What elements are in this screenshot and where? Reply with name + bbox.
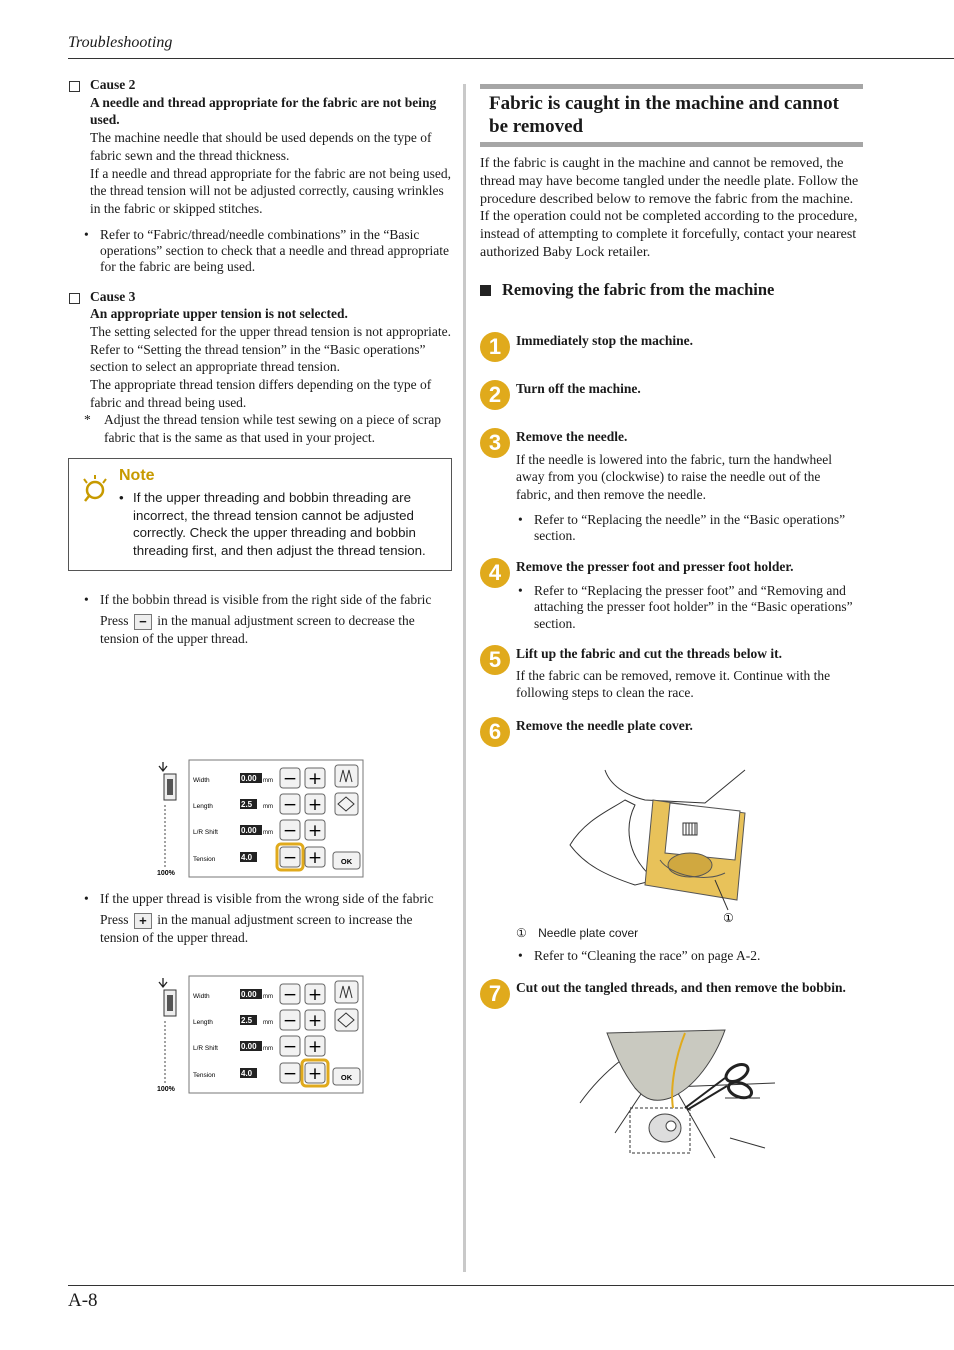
plus-icon: + [307,795,323,815]
step-number: 2 [480,380,510,410]
note-bullet [119,489,443,560]
cause-3-body-2: Refer to “Setting the thread tension” in the “Basic operations” section to select an appropriate thread tension. [90,341,426,375]
setting-label: Length [193,1019,213,1026]
plus-icon: + [307,985,323,1005]
step-number: 7 [480,979,510,1009]
setting-label: Width [193,777,210,784]
cause-2-bullet-text: Refer to “Fabric/thread/needle combinations” in the “Basic operations” section to check that a needle and thread appropriate for the fabric are being used. [100,226,449,275]
bobbin-case [649,1114,681,1142]
minus-icon: − [282,848,298,868]
column-divider [463,84,466,1272]
step-title: Remove the needle. [516,429,628,444]
note-title: Note [119,466,155,484]
cause-2-title: Cause 2 [90,77,136,92]
step-title: Lift up the fabric and cut the threads below it. [516,646,783,661]
step-title: Turn off the machine. [516,381,641,396]
minus-icon: − [282,1037,298,1057]
stitch-mode-button[interactable] [335,981,358,1003]
case-2-instruction [68,911,452,946]
note-text: If the upper threading and bobbin threading are incorrect, the thread tension cannot be adjusted correctly. Check the upper threading and bobbin threading first, and then adjust the thread tension. [133,489,426,559]
needle-plate-cover-illustration [565,765,765,925]
presser-foot-icon [159,762,176,867]
minus-icon: − [282,795,298,815]
plus-icon: + [307,848,323,868]
setting-label: Length [193,803,213,810]
subsection-heading [480,280,863,300]
step-number: 6 [480,717,510,747]
header-rule [68,58,954,59]
asterisk-mark: * [84,412,91,428]
minus-icon: − [282,985,298,1005]
setting-label: L/R Shift [193,1045,218,1052]
setting-unit: mm [263,804,273,810]
bullet-icon: • [119,489,124,505]
plus-icon: + [307,769,323,789]
subsection-heading-text: Removing the fabric from the machine [502,279,775,299]
bullet-icon: • [84,592,89,608]
step-6-bullet [516,948,874,964]
cause-3-subtitle: An appropriate upper tension is not selected. [90,306,348,322]
setting-value: 2.5 [241,800,253,809]
step-bullet-text: Refer to “Replacing the needle” in the “Basic operations” section. [534,512,846,544]
left-column [68,76,452,647]
step-bullet [516,583,856,632]
square-bullet-icon [480,285,491,296]
minus-icon: − [282,1011,298,1031]
step-title: Cut out the tangled threads, and then remove the bobbin. [516,980,846,995]
step-number: 5 [480,645,510,675]
setting-unit: mm [263,1020,273,1026]
case-1-instruction [68,612,452,647]
setting-unit: mm [263,1046,273,1052]
setting-value: 0.00 [241,774,257,783]
cause-3-star-note [68,411,452,446]
case-1-text: If the bobbin thread is visible from the right side of the fabric [100,592,432,608]
setting-unit: mm [263,778,273,784]
setting-label: Tension [193,1072,216,1079]
press-label: Press [100,613,129,629]
plus-icon: + [307,1011,323,1031]
minus-button-icon: − [134,614,152,630]
ok-label: OK [340,1073,353,1082]
minus-icon: − [282,769,298,789]
cause-3-title: Cause 3 [90,288,136,304]
step-number: 1 [480,332,510,362]
setting-unit: mm [263,830,273,836]
cause-3-star-text: Adjust the thread tension while test sewing on a piece of scrap fabric that is the same as that used in your project. [104,412,442,446]
press-label: Press [100,912,129,927]
checkbox-icon [69,293,80,304]
setting-value: 4.0 [241,853,253,862]
cause-2-body-2: If a needle and thread appropriate for the fabric are not being used, the thread tension will not be adjusted correctly, causing wrinkles in the fabric or skipped stitches. [90,165,451,216]
cause-3 [68,288,452,412]
setting-value: 0.00 [241,826,257,835]
plus-icon: + [307,1064,323,1084]
bullet-icon: • [84,891,89,906]
section-intro: If the fabric is caught in the machine and cannot be removed, the thread may have become tangled under the needle plate. Follow the procedure described below to remove the fabric from the machine. If the operation could not be completed according to the procedure, instead of attempting to complete it forcefully, contact your nearest authorized Baby Lock retailer. [480,156,859,260]
lightbulb-icon [79,473,109,503]
checkbox-icon [69,81,80,92]
note-box [68,458,452,571]
zoom-label: 100% [157,1086,175,1093]
cause-3-body-3: The appropriate thread tension differs depending on the type of fabric and thread being used. [90,377,432,410]
step-bullet [516,512,856,545]
step-number: 3 [480,428,510,458]
figure-caption [516,926,638,940]
zoom-label: 100% [157,870,175,877]
plus-icon: + [307,821,323,841]
setting-value: 2.5 [241,1016,253,1025]
right-column [480,84,863,300]
caption-number: ① [516,926,527,940]
minus-icon: − [282,821,298,841]
step-body: If the fabric can be removed, remove it. Continue with the following steps to clean the race. [516,668,831,701]
step-title: Immediately stop the machine. [516,333,693,348]
cause-2-bullet [68,227,452,276]
cause-3-body-1: The setting selected for the upper thread tension is not appropriate. [90,323,452,339]
case-2-text: If the upper thread is visible from the wrong side of the fabric [100,891,434,906]
caption-text: Needle plate cover [538,926,639,940]
section-bar-bottom [480,142,863,147]
stitch-mode-button[interactable] [335,765,358,787]
manual-adjustment-screen-2 [155,973,365,1095]
minus-icon: − [282,1064,298,1084]
footer-rule [68,1285,954,1286]
cut-threads-illustration [575,1028,780,1168]
ok-label: OK [340,857,353,866]
section-title: Fabric is caught in the machine and cannot be removed [489,93,839,137]
manual-adjustment-screen-1 [155,757,365,879]
cause-2-subtitle: A needle and thread appropriate for the fabric are not being used. [90,94,437,128]
bullet-icon: • [84,226,89,242]
running-header: Troubleshooting [68,34,173,51]
callout-marker: ① [723,911,734,925]
cause-2-body-1: The machine needle that should be used depends on the type of fabric sewn and the thread thickness. [90,130,432,163]
step-body: If the needle is lowered into the fabric, turn the handwheel away from you (clockwise) to raise the needle out of the fabric, and then remove the needle. [516,452,833,502]
case-2-bullet [68,890,452,907]
step-number: 4 [480,558,510,588]
setting-value: 4.0 [241,1069,253,1078]
setting-unit: mm [263,994,273,1000]
step-bullet-text: Refer to “Replacing the presser foot” and “Removing and attaching the presser foot holder” in the “Basic operations” section. [534,583,853,631]
page-number: A-8 [68,1290,98,1311]
setting-label: L/R Shift [193,829,218,836]
case-1-bullet [68,591,452,608]
cause-2 [68,76,452,218]
step-title: Remove the needle plate cover. [516,718,693,733]
step-title: Remove the presser foot and presser foot holder. [516,559,794,574]
case-1-rest: in the manual adjustment screen to decrease the tension of the upper thread. [100,613,415,646]
bullet-icon: • [518,583,523,598]
setting-label: Width [193,993,210,1000]
setting-value: 0.00 [241,1042,257,1051]
case-2-rest: in the manual adjustment screen to increase the tension of the upper thread. [100,912,413,945]
presser-foot-icon [159,978,176,1083]
setting-label: Tension [193,856,216,863]
bullet-icon: • [518,512,523,527]
setting-value: 0.00 [241,990,257,999]
bullet-icon: • [518,948,523,963]
plus-button-icon: + [134,913,152,929]
step-bullet-text: Refer to “Cleaning the race” on page A-2. [534,948,761,963]
plus-icon: + [307,1037,323,1057]
